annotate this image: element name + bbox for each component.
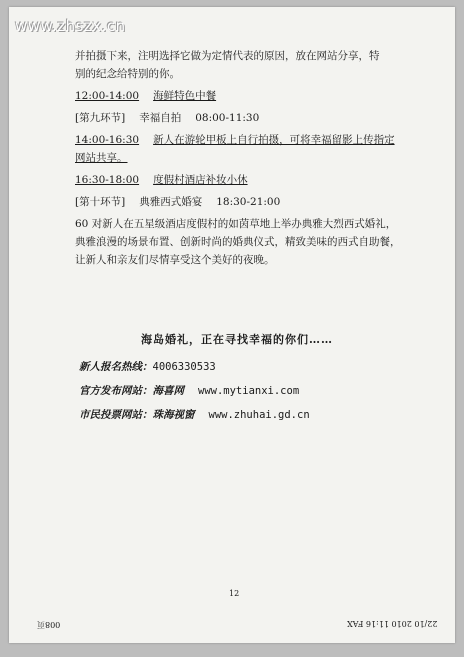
signup-label: 新人报名热线： <box>79 361 153 373</box>
body-text <box>75 47 415 269</box>
official-label: 官方发布网站： <box>79 385 153 397</box>
fax-page-count: 008页 <box>37 620 61 629</box>
signup-phone: 4006330533 <box>152 361 216 373</box>
official-name: 海喜网 <box>152 385 184 397</box>
paragraph-line: 别的纪念给特别的你。 <box>75 68 180 80</box>
section-header <box>75 109 415 127</box>
section-time: 18:30-21:00 <box>216 196 281 208</box>
schedule-item-cont: 网站共享。 <box>75 152 128 164</box>
section-time: 08:00-11:30 <box>195 112 260 124</box>
activity: 度假村酒店补妆小休 <box>153 174 248 186</box>
section-title: 幸福自拍 <box>139 112 182 124</box>
time: 12:00-14:00 <box>75 90 140 102</box>
citizen-url[interactable]: www.zhuhai.gd.cn <box>208 409 310 421</box>
schedule-item <box>75 131 415 149</box>
section-header <box>75 193 415 211</box>
citizen-label: 市民投票网站： <box>79 409 153 421</box>
citizen-site <box>79 407 310 422</box>
fax-header: 22/10 2010 11:16 FAX <box>347 619 438 628</box>
paragraph-line: 并拍摄下来，注明选择它做为定情代表的原因，放在网站分享，特 <box>75 50 380 62</box>
schedule-item <box>75 87 415 105</box>
official-url[interactable]: www.mytianxi.com <box>198 385 300 397</box>
official-site <box>79 383 299 398</box>
activity: 海鲜特色中餐 <box>153 90 217 102</box>
section-label: [第十环节] <box>75 196 126 208</box>
document-page <box>9 7 455 643</box>
watermark: www.zhszx.cn <box>15 17 126 35</box>
page-number: 12 <box>229 589 240 598</box>
paragraph-line: 典雅浪漫的场景布置、创新时尚的婚典仪式，精致美味的西式自助餐， <box>75 236 401 248</box>
paragraph-line: 60 对新人在五星级酒店度假村的如茵草地上举办典雅大烈西式婚礼， <box>75 218 397 230</box>
paragraph-line: 让新人和亲友们尽情享受这个美好的夜晚。 <box>75 254 275 266</box>
section-label: [第九环节] <box>75 112 126 124</box>
time: 14:00-16:30 <box>75 134 140 146</box>
citizen-name: 珠海视窗 <box>152 409 195 421</box>
signup-hotline <box>79 359 216 374</box>
time: 16:30-18:00 <box>75 174 140 186</box>
contact-title: 海岛婚礼，正在寻找幸福的你们…… <box>141 333 333 346</box>
activity: 新人在游轮甲板上自行拍摄，可将幸福留影上传指定 <box>153 134 395 146</box>
schedule-item <box>75 171 415 189</box>
section-title: 典雅西式婚宴 <box>139 196 203 208</box>
